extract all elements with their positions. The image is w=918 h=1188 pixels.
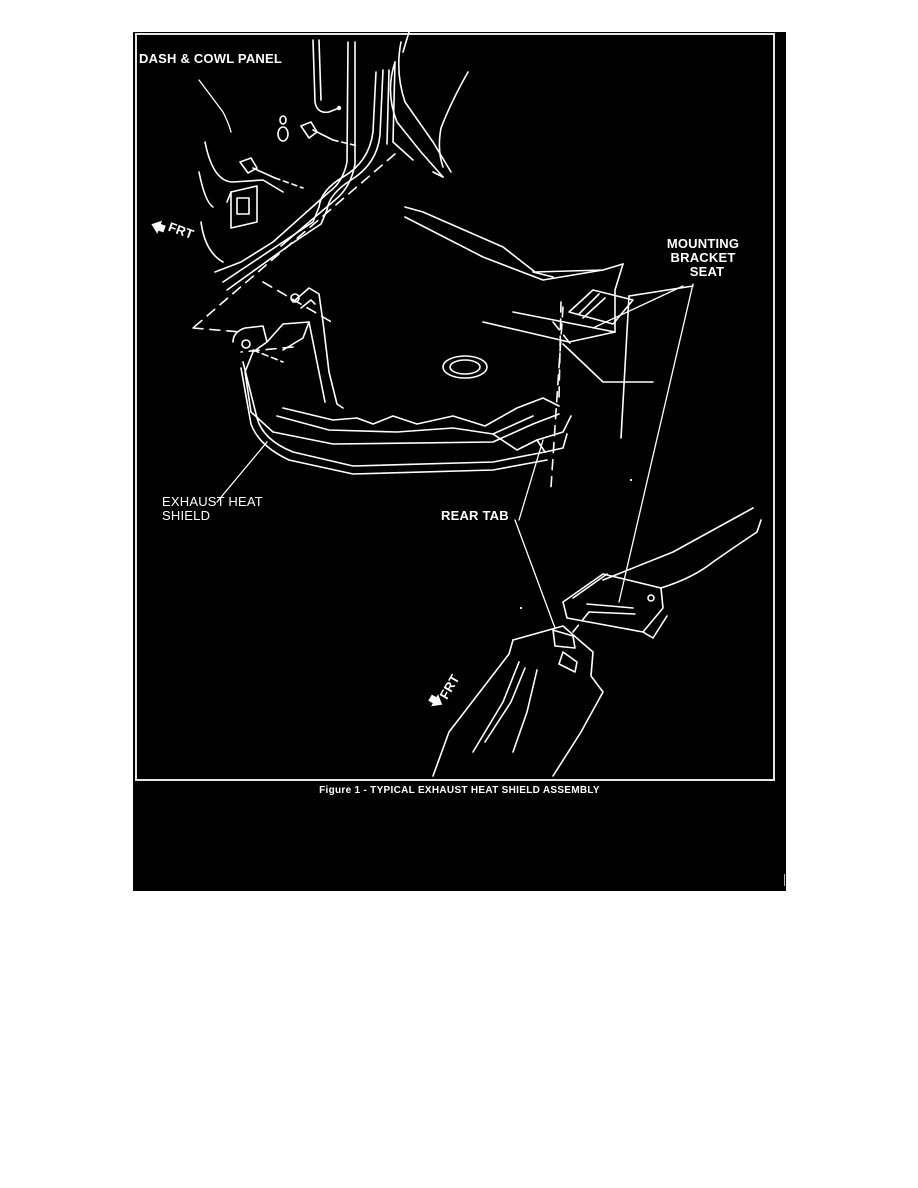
label-mounting-line2: BRACKET — [670, 250, 736, 265]
label-mounting-line1: MOUNTING — [666, 236, 740, 251]
exhaust-heat-shield-shape — [233, 288, 571, 474]
frt-arrow-icon: 🡇 — [425, 690, 448, 713]
frt-arrow-icon: 🡄 — [147, 216, 168, 239]
label-mounting-bracket-seat — [653, 237, 753, 279]
exhaust-heat-shield-diagram — [133, 32, 773, 780]
label-exhaust-line2: SHIELD — [162, 508, 211, 523]
label-mounting-line3: SEAT — [689, 264, 725, 279]
detail-rear-tab — [433, 626, 603, 776]
label-rear-tab: REAR TAB — [441, 508, 509, 523]
label-exhaust-line1: EXHAUST HEAT — [162, 494, 263, 509]
figure-block — [133, 32, 786, 891]
bolt-upper — [301, 122, 358, 146]
figure-caption: Figure 1 - TYPICAL EXHAUST HEAT SHIELD ASSEMBLY — [319, 785, 600, 796]
detail-dots — [337, 106, 632, 609]
bolt-lower — [240, 116, 303, 188]
label-dash-cowl-panel: DASH & COWL PANEL — [139, 51, 283, 66]
label-exhaust-heat-shield — [162, 495, 263, 523]
cowl-bracket — [227, 186, 257, 228]
label-frt-bottom: FRT — [436, 671, 463, 702]
floor-pan — [405, 217, 653, 382]
edge-mark — [784, 874, 785, 886]
body-panel-shape — [390, 32, 623, 277]
detail-bracket — [563, 508, 761, 638]
dash-cowl-panel-shape — [199, 40, 413, 290]
label-frt-top: FRT — [166, 219, 196, 243]
